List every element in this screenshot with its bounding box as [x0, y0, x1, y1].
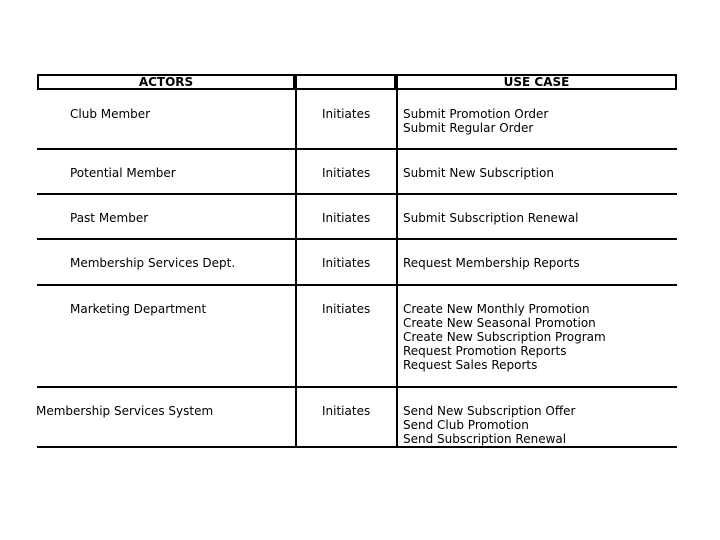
- header-relation: [295, 74, 396, 90]
- header-actors: ACTORS: [37, 74, 295, 90]
- use-case-item: Create New Seasonal Promotion: [403, 316, 596, 330]
- use-case-list: [403, 404, 575, 446]
- use-case-item: Create New Monthly Promotion: [403, 302, 590, 316]
- actor-name: Membership Services System: [36, 404, 214, 418]
- use-case-item: Request Promotion Reports: [403, 344, 567, 358]
- use-case-list: [403, 256, 580, 270]
- use-case-item: Request Membership Reports: [403, 256, 580, 270]
- relation-label: Initiates: [322, 404, 371, 418]
- actor-name: Past Member: [70, 211, 149, 225]
- use-case-item: Send Club Promotion: [403, 418, 529, 432]
- use-case-item: Submit Promotion Order: [403, 107, 549, 121]
- use-case-list: [403, 302, 606, 372]
- relation-label: Initiates: [322, 256, 371, 270]
- relation-label: Initiates: [322, 107, 371, 121]
- relation-label: Initiates: [322, 302, 371, 316]
- use-case-item: Send Subscription Renewal: [403, 432, 567, 446]
- actor-name: Potential Member: [70, 166, 176, 180]
- use-case-item: Submit New Subscription: [403, 166, 554, 180]
- row-divider: [37, 148, 677, 150]
- header-use-case: USE CASE: [396, 74, 677, 90]
- use-case-item: Send New Subscription Offer: [403, 404, 576, 418]
- relation-label: Initiates: [322, 211, 371, 225]
- use-case-item: Request Sales Reports: [403, 358, 538, 372]
- relation-label: Initiates: [322, 166, 371, 180]
- column-divider-right: [396, 90, 398, 448]
- use-case-item: Submit Regular Order: [403, 121, 534, 135]
- actor-name: Membership Services Dept.: [70, 256, 236, 270]
- use-case-list: [403, 107, 548, 135]
- actor-name: Club Member: [70, 107, 151, 121]
- row-divider: [37, 284, 677, 286]
- actor-name: Marketing Department: [70, 302, 207, 316]
- use-case-item: Create New Subscription Program: [403, 330, 606, 344]
- row-divider: [37, 238, 677, 240]
- table-bottom-border: [37, 446, 677, 448]
- use-case-list: [403, 211, 578, 225]
- row-divider: [37, 193, 677, 195]
- row-divider: [37, 386, 677, 388]
- column-divider-left: [295, 90, 297, 448]
- use-case-item: Submit Subscription Renewal: [403, 211, 579, 225]
- use-case-list: [403, 166, 554, 180]
